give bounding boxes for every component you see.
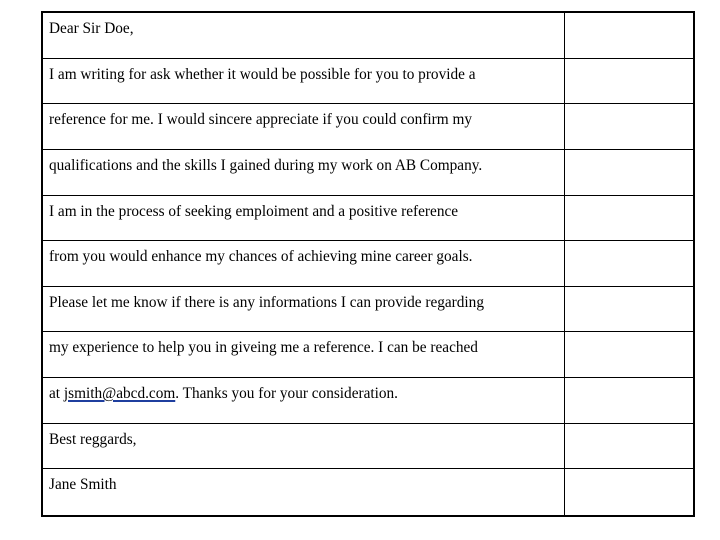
salutation-cell (43, 13, 565, 59)
body-line-text: from you would enhance my chances of achieving mine career goals. (49, 248, 473, 266)
body-line-cell (43, 241, 565, 287)
salutation-text: Dear Sir Doe, (49, 20, 134, 37)
contact-prefix-text: at (49, 385, 64, 403)
body-line-cell (43, 150, 565, 196)
closing-text: Best reggards, (49, 430, 137, 448)
body-line-cell (43, 104, 565, 150)
letter-table-frame (41, 11, 695, 517)
body-line-text: qualifications and the skills I gained during my work on AB Company. (49, 156, 483, 174)
body-line-text: I am in the process of seeking emploiment and a positive reference (49, 202, 459, 220)
contact-line-cell (43, 378, 565, 424)
body-line-cell (43, 59, 565, 105)
email-link[interactable]: jsmith@abcd.com (63, 385, 176, 403)
side-cell (565, 196, 693, 242)
body-line-text: Please let me know if there is any informations I can provide regarding (49, 293, 484, 311)
signature-cell (43, 469, 565, 515)
contact-suffix-text: . Thanks you for your consideration. (175, 385, 399, 403)
letter-table (43, 13, 693, 515)
side-cell (565, 13, 693, 59)
side-cell (565, 287, 693, 333)
side-cell (565, 104, 693, 150)
closing-cell (43, 424, 565, 470)
side-cell (565, 59, 693, 105)
body-line-cell (43, 287, 565, 333)
side-cell (565, 424, 693, 470)
side-cell (565, 332, 693, 378)
side-cell (565, 469, 693, 515)
side-cell (565, 241, 693, 287)
body-line-text: my experience to help you in giveing me a reference. I can be reached (49, 339, 478, 357)
body-line-cell (43, 196, 565, 242)
signature-text: Jane Smith (49, 476, 117, 494)
body-line-text: reference for me. I would sincere appreciate if you could confirm my (49, 111, 473, 129)
body-line-text: I am writing for ask whether it would be possible for you to provide a (49, 65, 476, 83)
side-cell (565, 150, 693, 196)
body-line-cell (43, 332, 565, 378)
side-cell (565, 378, 693, 424)
